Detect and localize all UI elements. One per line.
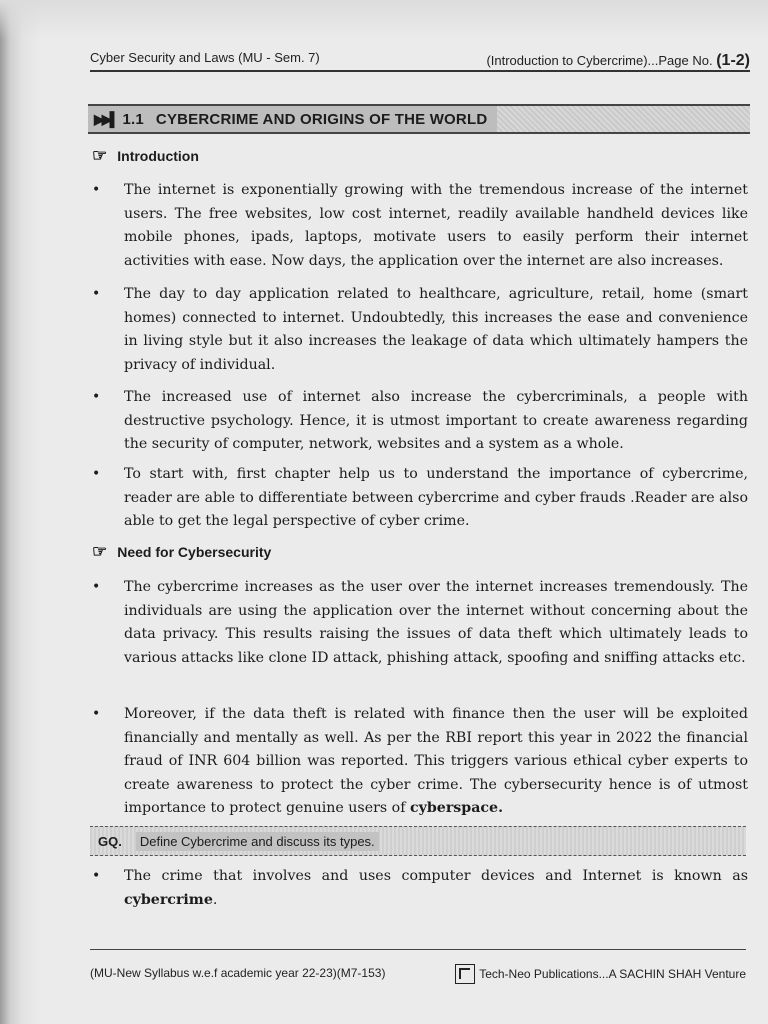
footer-syllabus: (MU-New Syllabus w.e.f academic year 22-23)(M7-153) [90, 966, 386, 980]
bullet-text: The cybercrime increases as the user over the internet increases tremendously. The individuals are using the application over the internet without concerning about the data privacy. This results raising the issues of data theft which ultimately leads to various attacks like clone ID attack, phishing attack, spoofing and sniffing attacks etc. [124, 579, 748, 666]
bullet-icon: • [92, 389, 101, 405]
header-chapter: (Introduction to Cybercrime)...Page No. [486, 53, 713, 68]
bullet-text: To start with, first chapter help us to understand the importance of cybercrime, reader are able to differentiate between cybercrime and cyber frauds .Reader are also able to get the legal perspective of cyber crime. [124, 466, 748, 529]
bullet-icon: • [92, 286, 101, 302]
fast-forward-icon: ▶▶▌ [94, 110, 117, 127]
subhead-introduction [92, 146, 199, 166]
pointing-hand-icon: ☞ [92, 146, 108, 165]
bullet-text-end: . [212, 891, 218, 908]
section-heading [88, 106, 497, 132]
bullet-icon: • [92, 182, 101, 198]
list-item [92, 283, 748, 377]
subhead-label: Need for Cybersecurity [117, 544, 272, 560]
bullet-text: The increased use of internet also increase the cybercriminals, a people with destructive psychology. Hence, it is utmost important to create awareness regarding the security of computer, network, websites and a system as a whole. [124, 389, 748, 452]
bullet-text-bold: cyberspace. [410, 800, 504, 816]
pointing-hand-icon: ☞ [92, 542, 108, 561]
bullet-icon: • [92, 706, 101, 722]
section-title: CYBERCRIME AND ORIGINS OF THE WORLD [155, 110, 488, 128]
subhead-need-for-cybersecurity [92, 542, 271, 562]
publisher-logo-icon [455, 964, 475, 984]
general-question-box [90, 826, 746, 856]
header-page-number: (1-2) [716, 52, 750, 69]
list-item [92, 179, 748, 273]
list-item [92, 703, 748, 821]
section-number: 1.1 [122, 110, 144, 128]
bullet-text: The day to day application related to healthcare, agriculture, retail, home (smart homes) connected to internet. Undoubtedly, this increases the ease and convenience in living style but it also increases the leakage of data which ultimately hampers the privacy of individual. [124, 286, 748, 373]
page-top-shade [0, 0, 768, 40]
footer-publisher-text: Tech-Neo Publications...A SACHIN SHAH Venture [479, 967, 746, 981]
section-heading-bar [88, 104, 750, 134]
bullet-icon: • [92, 466, 101, 482]
bullet-text-bold: cybercrime [124, 891, 213, 908]
running-footer [90, 960, 746, 984]
header-chapter-page [486, 52, 750, 70]
list-item [92, 576, 748, 670]
gq-question: Define Cybercrime and discuss its types. [136, 832, 379, 851]
book-binding-shadow [0, 0, 40, 1024]
subhead-label: Introduction [117, 148, 199, 164]
bullet-text [124, 703, 748, 821]
bullet-text: The internet is exponentially growing with the tremendous increase of the internet users. The free websites, low cost internet, readily available handheld devices like mobile phones, ipads, laptops, motivate users to easily perform their internet activities with ease. Now days, the application over the internet are also increases. [124, 182, 748, 269]
gq-label: GQ. [98, 833, 122, 849]
running-header [90, 48, 750, 72]
list-item [92, 386, 748, 457]
bullet-icon: • [92, 579, 101, 595]
list-item [92, 463, 748, 534]
bullet-text [124, 865, 748, 912]
header-book-title: Cyber Security and Laws (MU - Sem. 7) [90, 50, 320, 65]
bullet-text-main: The crime that involves and uses computer devices and Internet is known as [124, 868, 748, 884]
list-item [92, 865, 748, 912]
bullet-text-main: Moreover, if the data theft is related with finance then the user will be exploited financially and mentally as well. As per the RBI report this year in 2022 the financial fraud of INR 604 billion was reported. This triggers various ethical cyber experts to create awareness to protect the cyber crime. The cybersecurity hence is of utmost importance to protect genuine users of [124, 706, 748, 816]
bullet-icon: • [92, 868, 101, 884]
footer-publisher [455, 964, 746, 984]
footer-divider [90, 949, 746, 950]
